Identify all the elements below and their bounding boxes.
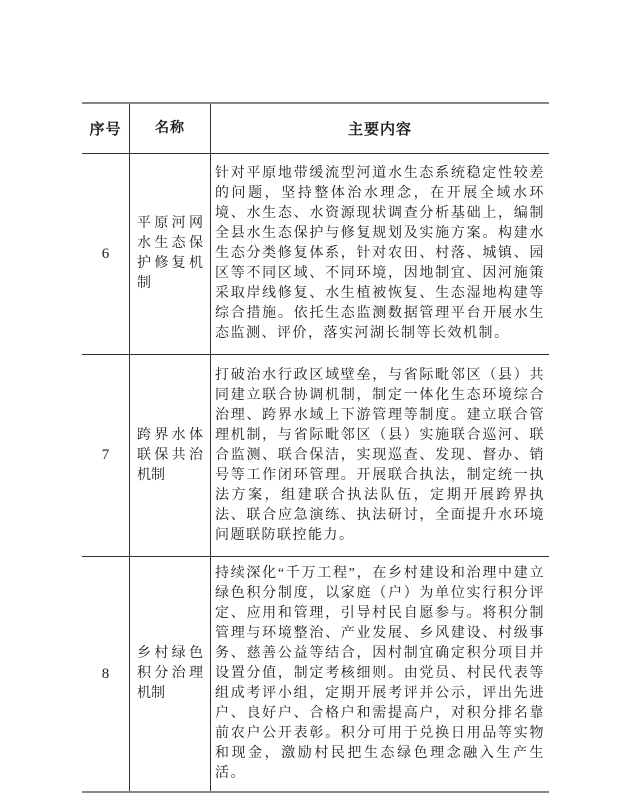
table-header-row [82, 104, 549, 154]
header-cell-number [82, 104, 129, 153]
mechanism-name: 跨界水体联保共治机制 [137, 427, 203, 483]
header-label-name: 名称 [155, 120, 185, 136]
row-number: 8 [101, 665, 110, 682]
mechanism-name: 平原河网水生态保护修复机制 [137, 216, 203, 291]
header-label-number: 序号 [89, 122, 122, 138]
row-content-cell [210, 355, 549, 556]
mechanism-table [82, 102, 549, 793]
mechanism-content: 针对平原地带缓流型河道水生态系统稳定性较差的问题，坚持整体治水理念，在开展全域水环境、水生态、水资源现状调查分析基础上，编制全县水生态保护与修复规划及实施方案。构建水生态分类修复体系，针对农田、村落、城镇、园区等不同区域、不同环境，因地制宜、因河施策采取岸线修复、水生植被恢复、生态湿地构建等综合措施。依托生态监测数据管理平台开展水生态监测、评价，落实河湖长制等长效机制。 [215, 166, 545, 341]
mechanism-content: 打破治水行政区域壁垒，与省际毗邻区（县）共同建立联合协调机制，制定一体化生态环境综合治理、跨界水域上下游管理等制度。建立联合管理机制，与省际毗邻区（县）实施联合巡河、联合监测、联合保洁，实现巡查、发现、督办、销号等工作闭环管理。开展联合执法，制定统一执法方案，组建联合执法队伍，定期开展跨界执法、联合应急演练、执法研讨，全面提升水环境问题联防联控能力。 [215, 367, 545, 543]
row-name-cell [129, 557, 210, 791]
row-number-cell [82, 557, 129, 791]
header-cell-name [129, 104, 210, 153]
row-number-cell [82, 355, 129, 556]
table-row [82, 557, 549, 791]
row-number: 7 [101, 447, 110, 463]
header-cell-content [210, 104, 549, 153]
table-row [82, 355, 549, 557]
mechanism-content: 持续深化“千万工程”，在乡村建设和治理中建立绿色积分制度，以家庭（户）为单位实行积分评定、应用和管理，引导村民自愿参与。将积分制管理与环境整治、产业发展、乡风建设、村级事务、慈善公益等结合，因村制宜确定积分项目并设置分值，制定考核细则。由党员、村民代表等组成考评小组，定期开展考评并公示，评出先进户、良好户、合格户和需提高户，对积分排名靠前农户公开表彰。积分可用于兑换日用品等实物和现金，激励村民把生态绿色理念融入生产生活。 [215, 566, 545, 781]
row-content-cell [210, 557, 549, 791]
row-content-cell [210, 154, 549, 354]
mechanism-name: 乡村绿色积分治理机制 [137, 646, 203, 701]
header-label-content: 主要内容 [347, 122, 412, 138]
row-name-cell [129, 154, 210, 354]
row-name-cell [129, 355, 210, 556]
row-number: 6 [101, 245, 110, 262]
row-number-cell [82, 154, 129, 354]
table-row [82, 154, 549, 355]
